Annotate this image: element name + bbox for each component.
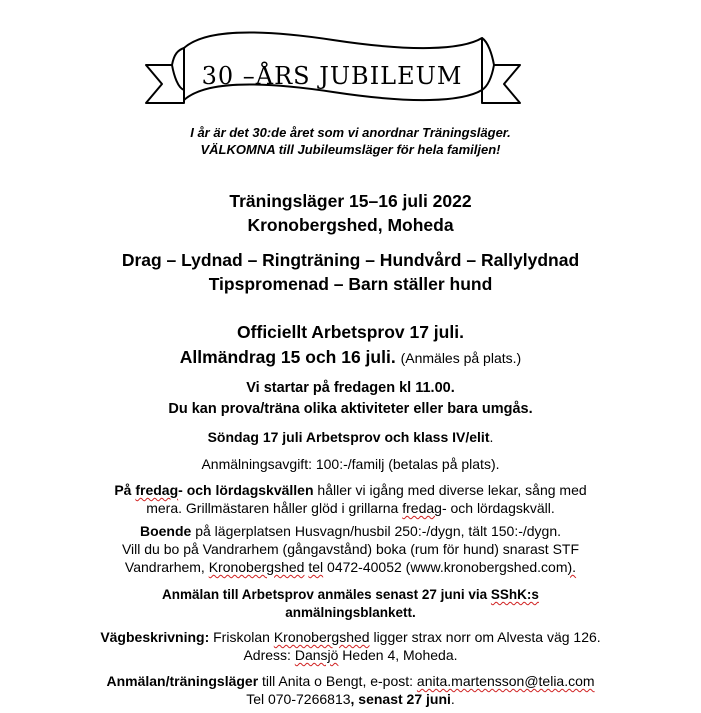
- evenings-fredag-2: fredag: [402, 500, 442, 516]
- directions-line-2: [0, 646, 701, 664]
- contact-deadline: , senast 27 juni: [350, 691, 451, 707]
- address-dansjo: Dansjö: [294, 647, 339, 663]
- sunday-info: [0, 427, 701, 447]
- accommodation-info: [0, 522, 701, 576]
- registration-text: Anmälan till Arbetsprov anmäles senast 27 juni via: [162, 587, 491, 602]
- activities-heading: [0, 248, 701, 296]
- directions-school: Friskolan: [209, 629, 274, 645]
- activities-line-2: Tipspromenad – Barn ställer hund: [208, 274, 493, 294]
- contact-names: till Anita o Bengt, e-post:: [258, 673, 417, 689]
- evenings-end: - och lördagskväll.: [441, 500, 555, 516]
- directions-label: Vägbeskrivning:: [100, 629, 210, 645]
- accommodation-line-3: [0, 558, 701, 576]
- arbetsprov-line-2: [0, 345, 701, 371]
- registration-info: [0, 586, 701, 622]
- fee-info: Anmälningsavgift: 100:-/familj (betalas på plats).: [201, 456, 500, 472]
- arbetsprov-heading: [0, 320, 701, 371]
- evenings-bold: - och lördagskvällen: [178, 482, 314, 498]
- start-line-2: Du kan prova/träna olika aktiviteter eller bara umgås.: [168, 401, 533, 417]
- evenings-fredag: fredag: [135, 482, 179, 498]
- contact-phone: Tel 070-7266813: [246, 691, 351, 707]
- intro-text: [0, 124, 701, 158]
- accommodation-line-2: Vill du bo på Vandrarhem (gångavstånd) boka (rum för hund) snarast STF: [121, 541, 580, 557]
- directions-place: Kronobergshed: [273, 629, 370, 645]
- evenings-line-1: [0, 481, 701, 499]
- start-info: [0, 378, 701, 420]
- address-rest: Heden 4, Moheda.: [338, 647, 458, 663]
- contact-email: anita.martensson@telia.com: [416, 673, 595, 689]
- start-line-1: Vi startar på fredagen kl 11.00.: [246, 380, 455, 396]
- accommodation-label: Boende: [139, 523, 192, 539]
- hostel-contact: 0472-40052 (www.kronobergshed.com: [323, 559, 568, 575]
- arbetsprov-note: (Anmäles på plats.): [400, 350, 522, 366]
- registration-line-1: [0, 586, 701, 604]
- registration-line-2: anmälningsblankett.: [285, 605, 416, 620]
- hostel-place: Kronobergshed: [208, 559, 305, 575]
- registration-sshk: SShK:s: [490, 587, 539, 602]
- directions-rest: ligger strax norr om Alvesta väg 126.: [369, 629, 601, 645]
- hostel-name: Vandrarhem,: [124, 559, 209, 575]
- directions-info: [0, 628, 701, 664]
- hostel-tel-label: tel: [308, 559, 324, 575]
- hostel-close: ).: [567, 559, 577, 575]
- evenings-info: [0, 481, 701, 517]
- accommodation-prices: på lägerplatsen Husvagn/husbil 250:-/dygn, tält 150:-/dygn.: [191, 523, 562, 539]
- contact-line-1: [0, 672, 701, 690]
- event-heading: [0, 189, 701, 237]
- evenings-rest: håller vi igång med diverse lekar, sång med: [313, 482, 587, 498]
- event-place: Kronobergshed, Moheda: [247, 215, 454, 235]
- contact-period: .: [450, 691, 455, 707]
- event-title: Träningsläger 15–16 juli 2022: [229, 191, 472, 211]
- activities-line-1: Drag – Lydnad – Ringträning – Hundvård – Rallylydnad: [121, 250, 580, 270]
- intro-line-1: I år är det 30:de året som vi anordnar Träningsläger.: [190, 125, 511, 140]
- sunday-text: Söndag 17 juli Arbetsprov och klass IV/elit: [207, 429, 490, 445]
- contact-line-2: [0, 690, 701, 708]
- evenings-line-2: [0, 499, 701, 517]
- sunday-period: .: [489, 429, 494, 445]
- address-label: Adress:: [243, 647, 295, 663]
- banner-title: 30 –ÅRS JUBILEUM: [201, 62, 463, 90]
- arbetsprov-allmandrag: Allmändrag 15 och 16 juli.: [179, 347, 396, 367]
- intro-line-2: VÄLKOMNA till Jubileumsläger för hela familjen!: [200, 142, 501, 157]
- evenings-grill: mera. Grillmästaren håller glöd i grillarna: [146, 500, 403, 516]
- directions-line-1: [0, 628, 701, 646]
- evenings-pre: På: [114, 482, 136, 498]
- accommodation-line-1: [0, 522, 701, 540]
- arbetsprov-line-1: Officiellt Arbetsprov 17 juli.: [237, 322, 464, 342]
- contact-info: [0, 672, 701, 708]
- contact-label: Anmälan/träningsläger: [106, 673, 259, 689]
